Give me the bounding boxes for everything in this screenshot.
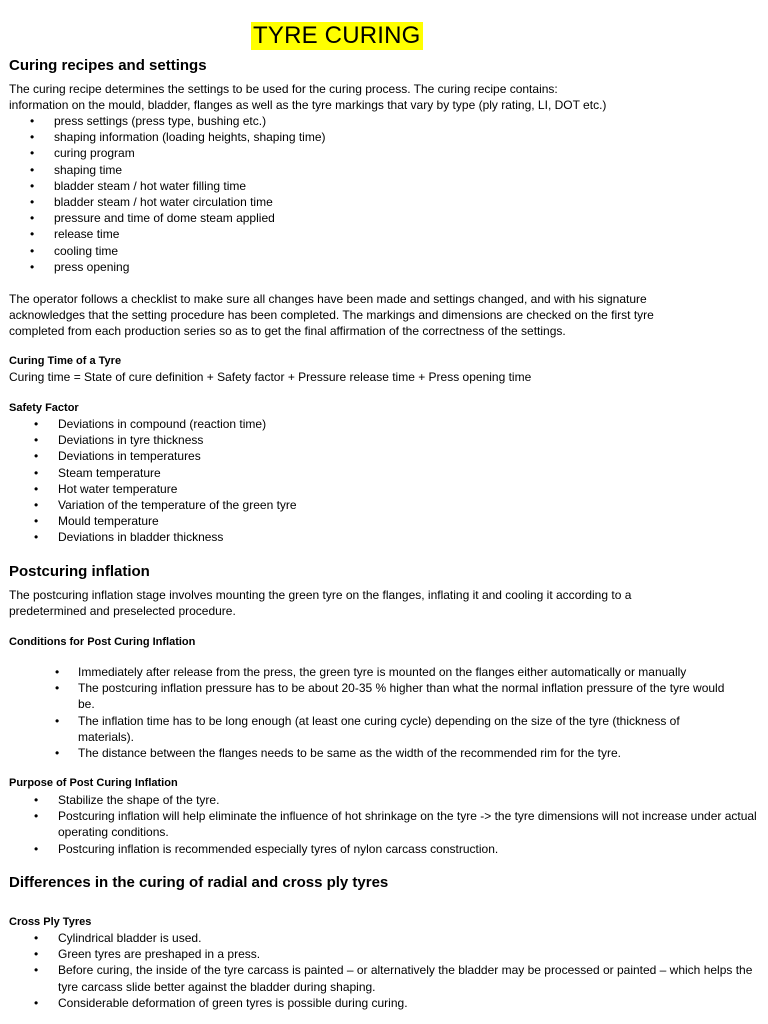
list-item-text: press opening: [54, 259, 130, 274]
list-item: [34, 481, 758, 497]
list-item: [34, 432, 758, 448]
bullet-glyph: •: [34, 465, 39, 480]
list-item-text: shaping information (loading heights, shaping time): [54, 130, 326, 145]
list-item-text: The distance between the flanges needs to be same as the width of the recommended rim for the tyre.: [78, 746, 621, 761]
list-item: [55, 680, 738, 712]
bullet-glyph: •: [34, 809, 39, 824]
list-item: [30, 113, 326, 129]
operator-line-3: completed from each production series so as to get the final affirmation of the correctness of the settings.: [9, 324, 566, 338]
bullet-glyph: •: [34, 963, 39, 978]
list-item-text: Before curing, the inside of the tyre carcass is painted – or alternatively the bladder may be processed or painted – which helps the tyre carcass slide better against the bladder during shaping.: [58, 963, 753, 994]
heading-conditions: Conditions for Post Curing Inflation: [9, 636, 196, 648]
list-item-text: Deviations in temperatures: [58, 449, 201, 464]
operator-paragraph: [9, 291, 754, 339]
recipe-items-list: [30, 113, 326, 275]
list-item-text: bladder steam / hot water filling time: [54, 178, 247, 193]
bullet-glyph: •: [34, 530, 39, 545]
bullet-glyph: •: [30, 146, 35, 161]
bullet-glyph: •: [34, 498, 39, 513]
list-item: [30, 162, 326, 178]
bullet-glyph: •: [34, 449, 39, 464]
list-item: [30, 259, 326, 275]
list-item: [34, 946, 758, 962]
list-item: [55, 713, 738, 745]
bullet-glyph: •: [30, 227, 35, 242]
operator-line-1: The operator follows a checklist to make sure all changes have been made and settings changed, and with his signature: [9, 292, 647, 306]
list-item-text: Considerable deformation of green tyres is possible during curing.: [58, 995, 408, 1010]
list-item: [34, 497, 758, 513]
heading-curing-time: Curing Time of a Tyre: [9, 355, 122, 367]
recipes-intro-line-1: The curing recipe determines the settings to be used for the curing process. The curing recipe contains:: [9, 82, 558, 96]
bullet-glyph: •: [30, 178, 35, 193]
list-item: [30, 129, 326, 145]
bullet-glyph: •: [55, 681, 60, 696]
heading-purpose: Purpose of Post Curing Inflation: [9, 777, 178, 789]
list-item: [34, 448, 758, 464]
list-item-text: Deviations in tyre thickness: [58, 433, 204, 448]
bullet-glyph: •: [34, 514, 39, 529]
bullet-glyph: •: [34, 417, 39, 431]
list-item: [34, 841, 758, 857]
title-wrap: [251, 22, 423, 50]
list-item-text: Postcuring inflation will help eliminate the influence of hot shrinkage on the tyre -> the tyre dimensions will not increase under actual operating conditions.: [58, 809, 757, 840]
bullet-glyph: •: [30, 130, 35, 145]
bullet-glyph: •: [34, 995, 39, 1010]
list-item: [34, 513, 758, 529]
list-item-text: release time: [54, 227, 120, 242]
purpose-list: [34, 792, 758, 857]
list-item: [34, 416, 758, 432]
list-item-text: shaping time: [54, 162, 123, 177]
list-item-text: cooling time: [54, 243, 119, 258]
list-item-text: Variation of the temperature of the green tyre: [58, 498, 297, 513]
list-item-text: The postcuring inflation pressure has to be about 20-35 % higher than what the normal inflation pressure of the tyre would be.: [78, 681, 725, 712]
list-item: [55, 745, 738, 761]
bullet-glyph: •: [30, 195, 35, 210]
bullet-glyph: •: [34, 841, 39, 856]
cross-ply-list: [34, 930, 758, 1011]
list-item-text: The inflation time has to be long enough (at least one curing cycle) depending on the size of the tyre (thickness of materials).: [78, 713, 680, 744]
list-item-text: Mould temperature: [58, 514, 159, 529]
bullet-glyph: •: [30, 211, 35, 226]
list-item-text: Stabilize the shape of the tyre.: [58, 793, 220, 807]
list-item-text: press settings (press type, bushing etc.): [54, 114, 267, 128]
bullet-glyph: •: [30, 259, 35, 274]
bullet-glyph: •: [55, 665, 60, 679]
operator-line-2: acknowledges that the setting procedure has been completed. The markings and dimensions are checked on the first tyre: [9, 308, 654, 322]
list-item-text: Cylindrical bladder is used.: [58, 931, 202, 945]
heading-differences: Differences in the curing of radial and cross ply tyres: [9, 874, 389, 891]
bullet-glyph: •: [30, 162, 35, 177]
bullet-glyph: •: [30, 243, 35, 258]
document-title: TYRE CURING: [253, 22, 421, 49]
list-item: [34, 808, 758, 840]
bullet-glyph: •: [34, 931, 39, 945]
list-item-text: pressure and time of dome steam applied: [54, 211, 275, 226]
list-item: [34, 930, 758, 946]
heading-safety-factor: Safety Factor: [9, 402, 79, 414]
postcuring-intro-line-1: The postcuring inflation stage involves mounting the green tyre on the flanges, inflating it and cooling it according to a: [9, 588, 632, 602]
list-item: [34, 465, 758, 481]
list-item-text: curing program: [54, 146, 135, 161]
heading-curing-recipes: Curing recipes and settings: [9, 57, 207, 74]
bullet-glyph: •: [34, 793, 39, 807]
heading-postcuring-inflation: Postcuring inflation: [9, 563, 150, 580]
list-item: [34, 962, 758, 994]
list-item-text: Postcuring inflation is recommended especially tyres of nylon carcass construction.: [58, 841, 499, 856]
list-item-text: Deviations in compound (reaction time): [58, 417, 267, 431]
list-item: [30, 226, 326, 242]
conditions-list: [55, 664, 738, 761]
list-item-text: Immediately after release from the press, the green tyre is mounted on the flanges either automatically or manually: [78, 665, 687, 679]
safety-factor-list: [34, 416, 758, 546]
list-item: [30, 210, 326, 226]
postcuring-intro-line-2: predetermined and preselected procedure.: [9, 604, 236, 618]
list-item: [55, 664, 738, 680]
bullet-glyph: •: [55, 713, 60, 728]
recipes-intro-line-2: information on the mould, bladder, flanges as well as the tyre markings that vary by type (ply rating, LI, DOT etc.): [9, 98, 607, 112]
list-item-text: bladder steam / hot water circulation time: [54, 195, 273, 210]
list-item: [34, 995, 758, 1011]
list-item-text: Hot water temperature: [58, 481, 178, 496]
list-item-text: Steam temperature: [58, 465, 161, 480]
bullet-glyph: •: [30, 114, 35, 128]
list-item: [30, 145, 326, 161]
list-item: [34, 529, 758, 545]
list-item-text: Green tyres are preshaped in a press.: [58, 947, 261, 962]
list-item: [30, 178, 326, 194]
curing-time-formula: Curing time = State of cure definition + Safety factor + Pressure release time + Press opening time: [9, 370, 532, 384]
list-item-text: Deviations in bladder thickness: [58, 530, 224, 545]
bullet-glyph: •: [34, 947, 39, 962]
bullet-glyph: •: [34, 433, 39, 448]
bullet-glyph: •: [55, 746, 60, 761]
list-item: [30, 243, 326, 259]
heading-cross-ply: Cross Ply Tyres: [9, 916, 92, 928]
list-item: [34, 792, 758, 808]
recipes-intro: [9, 81, 754, 113]
bullet-glyph: •: [34, 481, 39, 496]
postcuring-intro: [9, 587, 754, 619]
list-item: [30, 194, 326, 210]
